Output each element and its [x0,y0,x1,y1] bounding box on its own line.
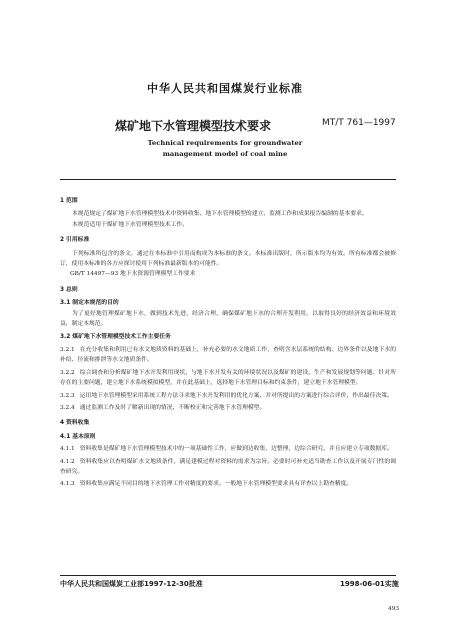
section-2-reference: GB/T 14497—93 地下水资源管理模型工作要求 [70,271,196,278]
clause-3-2-4-text: 通过监测工作及时了解新出现的情况，不断校正和完善地下水管理模型。 [79,404,266,411]
title-en-line-1: Technical requirements for groundwater [147,139,303,147]
clause-3-2-3-text: 运用地下水管理模型采用系统工程方法寻求地下水开发利用的优化方案，并对所提出的方案进行综合评价，作出最佳决策。 [79,392,393,399]
section-4-heading: 4 资料收集 [60,420,90,427]
clause-3-2-2-number: 3.2.2 [60,369,75,376]
clause-3-2-2 [60,368,396,389]
section-2-para-1: 下列标准所包含的条文，通过在本标准中引用而构成为本标准的条文。本标准出版时，所示版本均为有效。所有标准都会被修订，使用本标准的各方应探讨使用下列标准最新版本的可能性。 [60,250,396,268]
clause-4-1-2-number: 4.1.2 [60,458,75,465]
clause-3-2-1 [60,345,396,366]
clause-4-1-3 [60,479,396,489]
clause-3-2-2-text: 综合调查和分析煤矿地下水开发利用现状，与地下水开发有关的环境状况以及煤矿的建设、生产和发展规划等问题。针对所存在的主要问题，建立地下水系统模拟模型，并在此基础上，选择地下水管理目标和约束条件，建立地下水管理模型。 [60,369,396,387]
clause-4-1-1-text: 资料收集是煤矿地下水管理模型技术中的一项基础性工作，应做到边收集，边整理，边综合研究，并且应建立专项数据库。 [79,446,393,453]
clause-4-1-1-number: 4.1.1 [60,446,75,453]
clause-3-1-title: 3.1 制定本规范的目的 [60,300,119,307]
section-1-para-2: 本规范适用于煤矿地下水管理模型技术工作。 [72,221,188,228]
clause-3-2-3 [60,391,396,401]
clause-3-1-text: 为了更好地管理煤矿地下水，做到技术先进、经济合理，确保煤矿地下水的合理开发利用，以取得良好的经济效益和环境效益，制定本规范。 [60,310,396,328]
clause-4-1-title: 4.1 基本原则 [60,433,96,440]
document-body [60,191,396,490]
clause-4-1-3-number: 4.1.3 [60,481,75,488]
clause-3-2-1-number: 3.2.1 [60,346,75,353]
clause-3-2-4-number: 3.2.4 [60,404,75,411]
effective-date: 1998-06-01实施 [340,580,399,588]
document-title-en [0,138,450,160]
clause-3-2-3-number: 3.2.3 [60,392,75,399]
section-3-heading: 3 总则 [60,286,78,293]
bottom-divider [60,575,396,576]
page-number: 493 [388,606,400,612]
standard-number: MT/T 761—1997 [322,118,396,128]
top-divider [60,179,396,180]
approval-line: 中华人民共和国煤炭工业部1997-12-30批准 [60,580,203,588]
section-1-para-1: 本规范规定了煤矿地下水管理模型技术中资料收集、地下水管理模型的建立、监测工作和成果报告编制的基本要求。 [72,211,368,218]
clause-3-2-title: 3.2 煤矿地下水管理模型技术工作主要任务 [60,334,171,341]
section-2-heading: 2 引用标准 [60,237,90,244]
clause-4-1-3-text: 资料收集应满足不同目的地下水管理工作对精度的要求。一般地下水管理模型要求具有详查以上勘查精度。 [79,481,353,488]
clause-3-2-1-text: 在充分收集和利用已有水文地质资料的基础上，补充必要的水文地质工作，查明含水层系统的结构、边界条件以及地下水的补给、径流和排泄等水文地质条件。 [60,346,396,364]
clause-3-2-4 [60,403,396,413]
title-en-line-2: management model of coal mine [162,150,288,158]
clause-4-1-2 [60,457,396,478]
document-title-cn: 煤矿地下水管理模型技术要求 [115,119,272,133]
section-1-heading: 1 范围 [60,198,78,204]
clause-4-1-1 [60,444,396,454]
industry-standard-heading: 中华人民共和国煤炭行业标准 [147,82,303,95]
clause-4-1-2-text: 资料收集应以查明煤矿水文地质条件，满足建模过程对资料的需求为宗旨。必要时可补充适当勘查工作以及开展专门性的调查研究。 [60,458,396,475]
